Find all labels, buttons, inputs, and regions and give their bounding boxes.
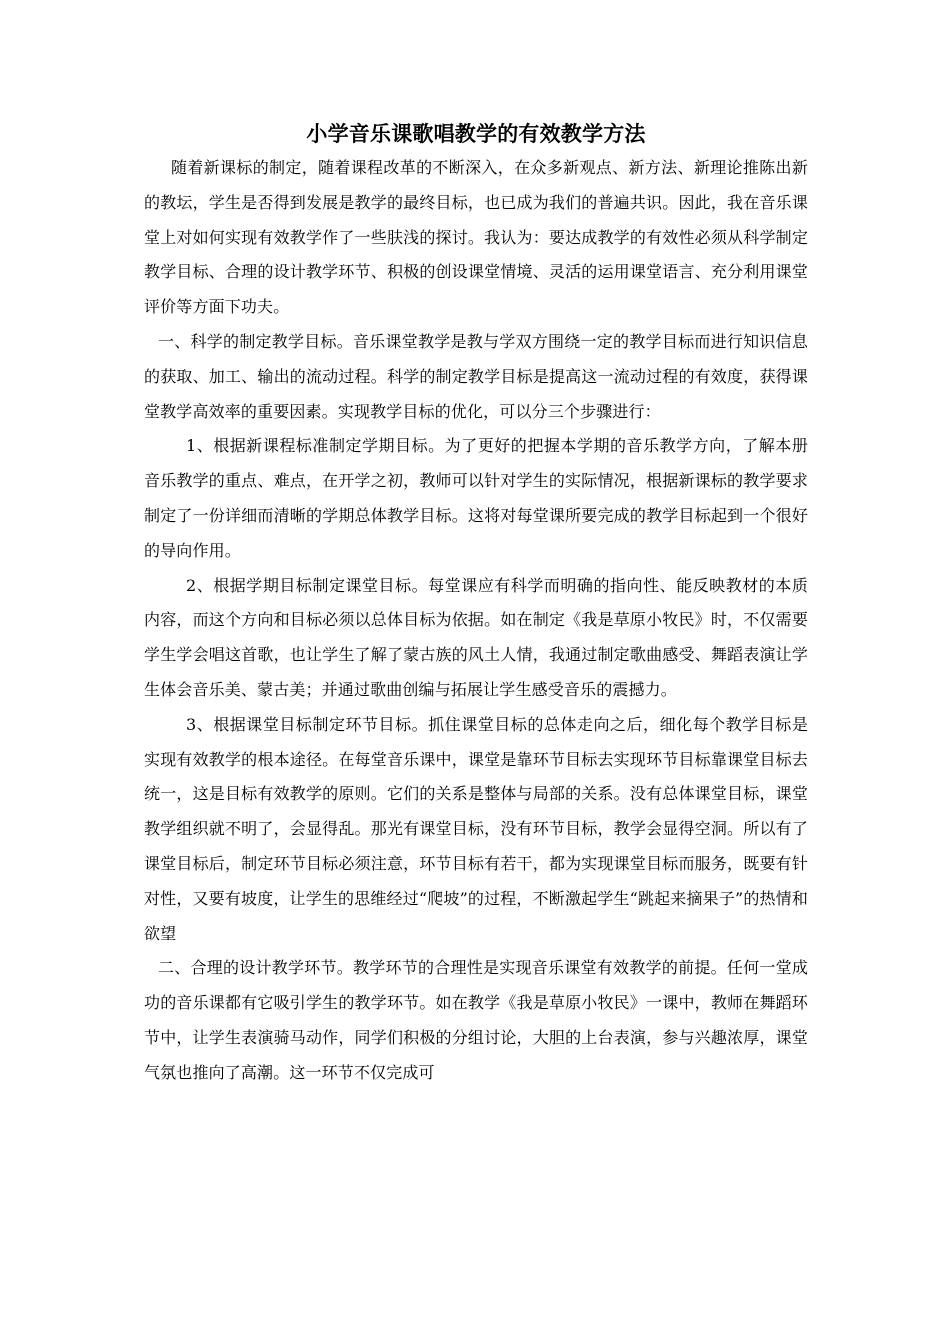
document-title: 小学音乐课歌唱教学的有效教学方法 [306, 121, 646, 146]
paragraph-section-1: 一、科学的制定教学目标。音乐课堂教学是教与学双方围绕一定的教学目标而进行知识信息的获取、加工、输出的流动过程。科学的制定教学目标是提高这一流动过程的有效度，获得课堂教学高效率的重要因素。实现教学目标的优化，可以分三个步骤进行： [144, 331, 808, 421]
paragraph-intro: 随着新课标的制定，随着课程改革的不断深入，在众多新观点、新方法、新理论推陈出新的教坛，学生是否得到发展是教学的最终目标，也已成为我们的普遍共识。因此，我在音乐课堂上对如何实现有效教学作了一些肤浅的探讨。我认为：要达成教学的有效性必须从科学制定教学目标、合理的设计教学环节、积极的创设课堂情境、灵活的运用课堂语言、充分利用课堂评价等方面下功夫。 [144, 158, 808, 317]
document-body [144, 117, 808, 1091]
paragraph-step-2: 2、根据学期目标制定课堂目标。每堂课应有科学而明确的指向性、能反映教材的本质内容，而这个方向和目标必须以总体目标为依据。如在制定《我是草原小牧民》时，不仅需要学生学会唱这首歌，也让学生了解了蒙古族的风土人情，我通过制定歌曲感受、舞蹈表演让学生体会音乐美、蒙古美；并通过歌曲创编与拓展让学生感受音乐的震撼力。 [144, 575, 808, 699]
paragraph-step-1: 1、根据新课程标准制定学期目标。为了更好的把握本学期的音乐教学方向，了解本册音乐教学的重点、难点，在开学之初，教师可以针对学生的实际情况，根据新课标的教学要求制定了一份详细而清晰的学期总体教学目标。这将对每堂课所要完成的教学目标起到一个很好的导向作用。 [144, 436, 808, 560]
paragraph-section-2: 二、合理的设计教学环节。教学环节的合理性是实现音乐课堂有效教学的前提。任何一堂成功的音乐课都有它吸引学生的教学环节。如在教学《我是草原小牧民》一课中，教师在舞蹈环节中，让学生表演骑马动作，同学们积极的分组讨论，大胆的上台表演，参与兴趣浓厚，课堂气氛也推向了高潮。这一环节不仅完成可 [144, 958, 808, 1082]
paragraph-step-3: 3、根据课堂目标制定环节目标。抓住课堂目标的总体走向之后，细化每个教学目标是实现有效教学的根本途径。在每堂音乐课中，课堂是靠环节目标去实现环节目标靠课堂目标去统一，这是目标有效教学的原则。它们的关系是整体与局部的关系。没有总体课堂目标，课堂教学组织就不明了，会显得乱。那光有课堂目标，没有环节目标，教学会显得空洞。所以有了课堂目标后，制定环节目标必须注意，环节目标有若干，都为实现课堂目标而服务，既要有针对性，又要有坡度，让学生的思维经过“爬坡”的过程，不断激起学生“跳起来摘果子”的热情和欲望 [144, 714, 808, 943]
